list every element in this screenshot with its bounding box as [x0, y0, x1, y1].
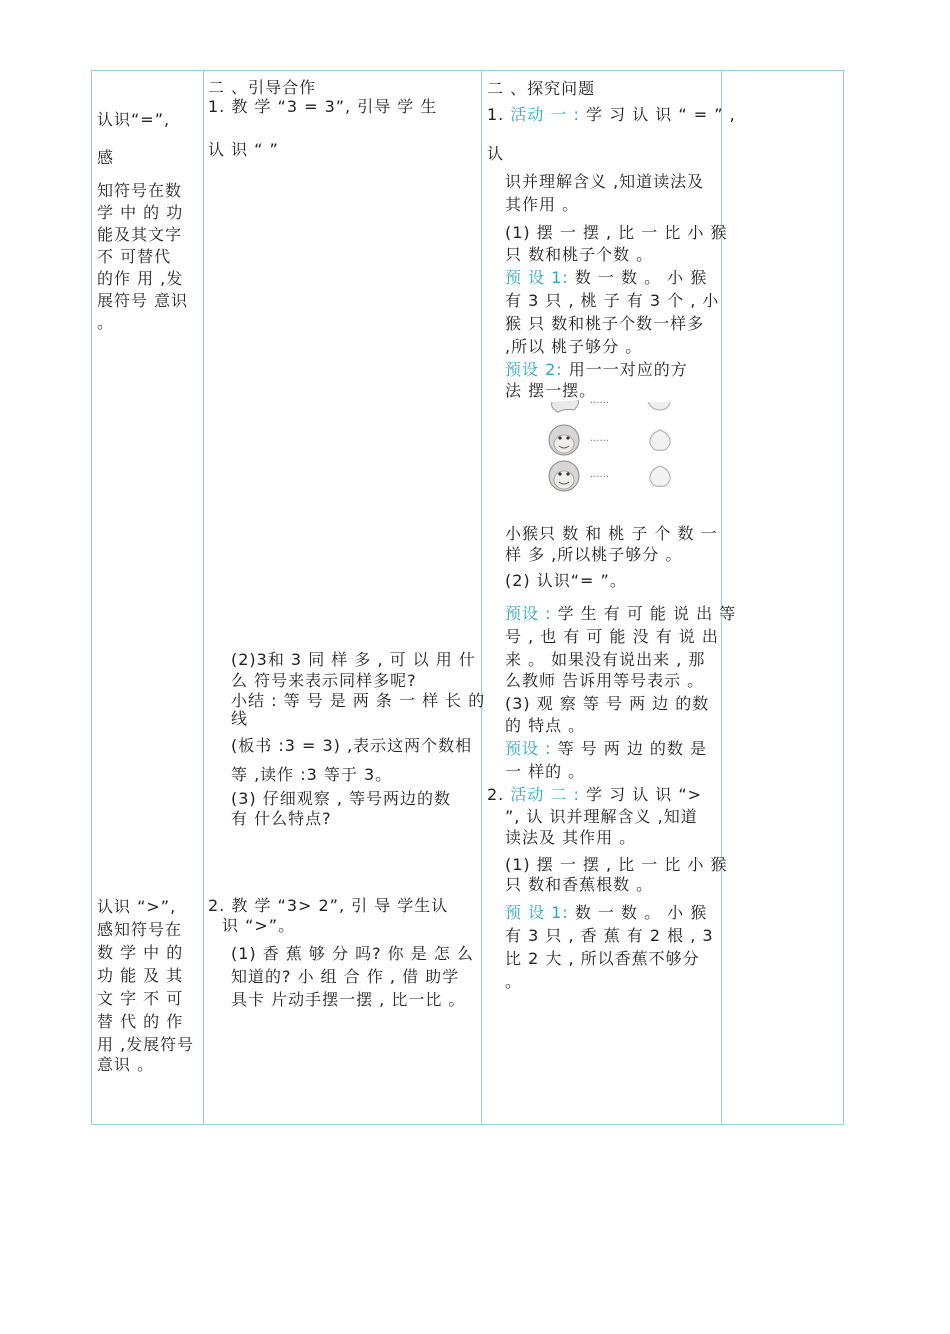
- preset-4-line: [505, 739, 707, 759]
- conclusion-line: 样 多 ,所以桃子够分 。: [505, 545, 683, 564]
- preset-5-line: [505, 903, 707, 923]
- preset-1-line: ,所以 桃子够分 。: [505, 337, 643, 356]
- objective-2-line: 意识 。: [97, 1055, 155, 1074]
- section-heading: 二 、引导合作: [208, 78, 317, 97]
- objective-2-line: 用 ,发展符号: [97, 1035, 195, 1054]
- dots-row: ······: [590, 436, 610, 447]
- preset-1-tag: 预 设 1:: [505, 268, 569, 287]
- preset-4-line: 一 样的 。: [505, 762, 586, 781]
- preset-5-tag: 预 设 1:: [505, 903, 569, 922]
- step-3-line: 的 特点 。: [505, 716, 586, 735]
- step-2-line: (2)3和 3 同 样 多 , 可 以 用 什: [231, 650, 476, 669]
- activity-2-title: [487, 785, 702, 805]
- activity-1-number: 1.: [487, 105, 505, 124]
- preset-3-line: 么教师 告诉用等号表示 。: [505, 671, 705, 690]
- activity-1-text: 学 习 认 识 “ = ” ,: [586, 105, 736, 124]
- preset-5-line: 比 2 大 , 所以香蕉不够分: [505, 949, 700, 968]
- preset-3-text: 学 生 有 可 能 说 出 等: [551, 604, 737, 623]
- step-1-line: 只 数和桃子个数 。: [505, 245, 654, 264]
- preset-3-line: 来 。 如果没有说出来 , 那: [505, 650, 706, 669]
- monkey-icon: [552, 400, 579, 412]
- activity-1-tag: 活动 一 :: [510, 105, 580, 124]
- preset-2-line: [505, 360, 688, 380]
- board-note-line: (板书 :3 = 3) ,表示这两个数相: [231, 736, 473, 755]
- objective-2-line: 替 代 的 作: [97, 1012, 184, 1031]
- item-2-step-line: 知道的? 小 组 合 作 , 借 助学: [231, 967, 460, 986]
- column-divider: [203, 71, 204, 1124]
- objective-1-line: 认识“=”,: [97, 110, 171, 129]
- item-1-title: 认 识 “ ”: [208, 140, 279, 159]
- preset-1-text: 数 一 数 。 小 猴: [568, 268, 708, 287]
- objective-1-line: 学 中 的 功: [97, 203, 184, 222]
- preset-1-line: [505, 268, 707, 288]
- activity-2-line: ”, 认 识并理解含义 ,知道: [505, 807, 698, 826]
- preset-3-tag: 预设 :: [505, 604, 552, 623]
- lesson-table: [91, 70, 844, 1125]
- board-note-line: 等 ,读作 :3 等于 3。: [231, 765, 393, 784]
- preset-1-line: 有 3 只 , 桃 子 有 3 个 , 小: [505, 291, 720, 310]
- conclusion-line: 小猴只 数 和 桃 子 个 数 一: [505, 524, 718, 543]
- objective-2-line: 认识 “>”,: [97, 897, 177, 916]
- activity-2-step-line: (1) 摆 一 摆 , 比 一 比 小 猴: [505, 855, 728, 874]
- objective-1-line: 能及其文字: [97, 225, 183, 244]
- step-1-line: (1) 摆 一 摆 , 比 一 比 小 猴: [505, 223, 728, 242]
- preset-3-line: [505, 604, 736, 624]
- activity-1-line: 识并理解含义 ,知道读法及: [505, 172, 705, 191]
- step-2-line: (2) 认识“= ”。: [505, 571, 627, 590]
- objective-2-line: 功 能 及 其: [97, 966, 184, 985]
- preset-2-line: 法 摆一摆。: [505, 381, 597, 400]
- activity-2-tag: 活动 二 :: [510, 785, 580, 804]
- preset-2-text: 用一一对应的方: [562, 360, 688, 379]
- dots-row: ······: [590, 398, 610, 409]
- peach-icon: [650, 430, 670, 450]
- peach-icon: [648, 402, 670, 410]
- item-1-title: 1. 教 学 “3 = 3”, 引导 学 生: [208, 97, 438, 116]
- summary-line: 小结 : 等 号 是 两 条 一 样 长 的: [231, 691, 486, 710]
- objective-1-line: 的作 用 ,发: [97, 269, 184, 288]
- column-divider: [481, 71, 482, 1124]
- step-2-line: 么 符号来表示同样多呢?: [231, 671, 417, 690]
- activity-1-line: 其作用 。: [505, 195, 580, 214]
- activity-1-title: [487, 105, 736, 125]
- activity-1-line: 认: [487, 144, 505, 163]
- preset-4-text: 等 号 两 边 的数 是: [551, 739, 708, 758]
- item-2-title: 识 “>”。: [222, 916, 296, 935]
- activity-2-line: 读法及 其作用 。: [505, 828, 637, 847]
- step-3-line: 有 什么特点?: [231, 809, 332, 828]
- activity-2-number: 2.: [487, 785, 505, 804]
- item-2-step-line: (1) 香 蕉 够 分 吗? 你 是 怎 么: [231, 944, 474, 963]
- objective-1-line: 不 可替代: [97, 247, 172, 266]
- preset-1-line: 猴 只 数和桃子个数一样多: [505, 314, 705, 333]
- monkey-icon: [549, 461, 579, 491]
- preset-5-line: 有 3 只 , 香 蕉 有 2 根 , 3: [505, 926, 714, 945]
- objective-2-line: 文 字 不 可: [97, 989, 184, 1008]
- preset-4-tag: 预设 :: [505, 739, 552, 758]
- preset-5-text: 数 一 数 。 小 猴: [568, 903, 708, 922]
- item-2-step-line: 具卡 片动手摆一摆 , 比一比 。: [231, 990, 466, 1009]
- preset-5-line: 。: [505, 972, 523, 991]
- preset-2-tag: 预设 2:: [505, 360, 563, 379]
- step-3-line: (3) 仔细观察 , 等号两边的数: [231, 789, 452, 808]
- monkey-peach-illustration: [540, 398, 680, 494]
- peach-icon: [650, 466, 670, 486]
- objective-1-line: 。: [97, 313, 115, 332]
- summary-line: 线: [231, 709, 249, 728]
- step-3-line: (3) 观 察 等 号 两 边 的数: [505, 694, 710, 713]
- objective-1-line: 感: [97, 148, 115, 167]
- preset-3-line: 号 , 也 有 可 能 没 有 说 出: [505, 627, 719, 646]
- monkey-icon: [549, 425, 579, 455]
- objective-1-line: 知符号在数: [97, 181, 183, 200]
- objective-2-line: 数 学 中 的: [97, 943, 184, 962]
- activity-2-step-line: 只 数和香蕉根数 。: [505, 875, 654, 894]
- activity-2-text: 学 习 认 识 “>: [586, 785, 703, 804]
- objective-2-line: 感知符号在: [97, 920, 183, 939]
- dots-row: ······: [590, 472, 610, 483]
- objective-1-line: 展符号 意识: [97, 291, 189, 310]
- item-2-title: 2. 教 学 “3> 2”, 引 导 学生认: [208, 896, 449, 915]
- section-heading: 二 、探究问题: [487, 79, 596, 98]
